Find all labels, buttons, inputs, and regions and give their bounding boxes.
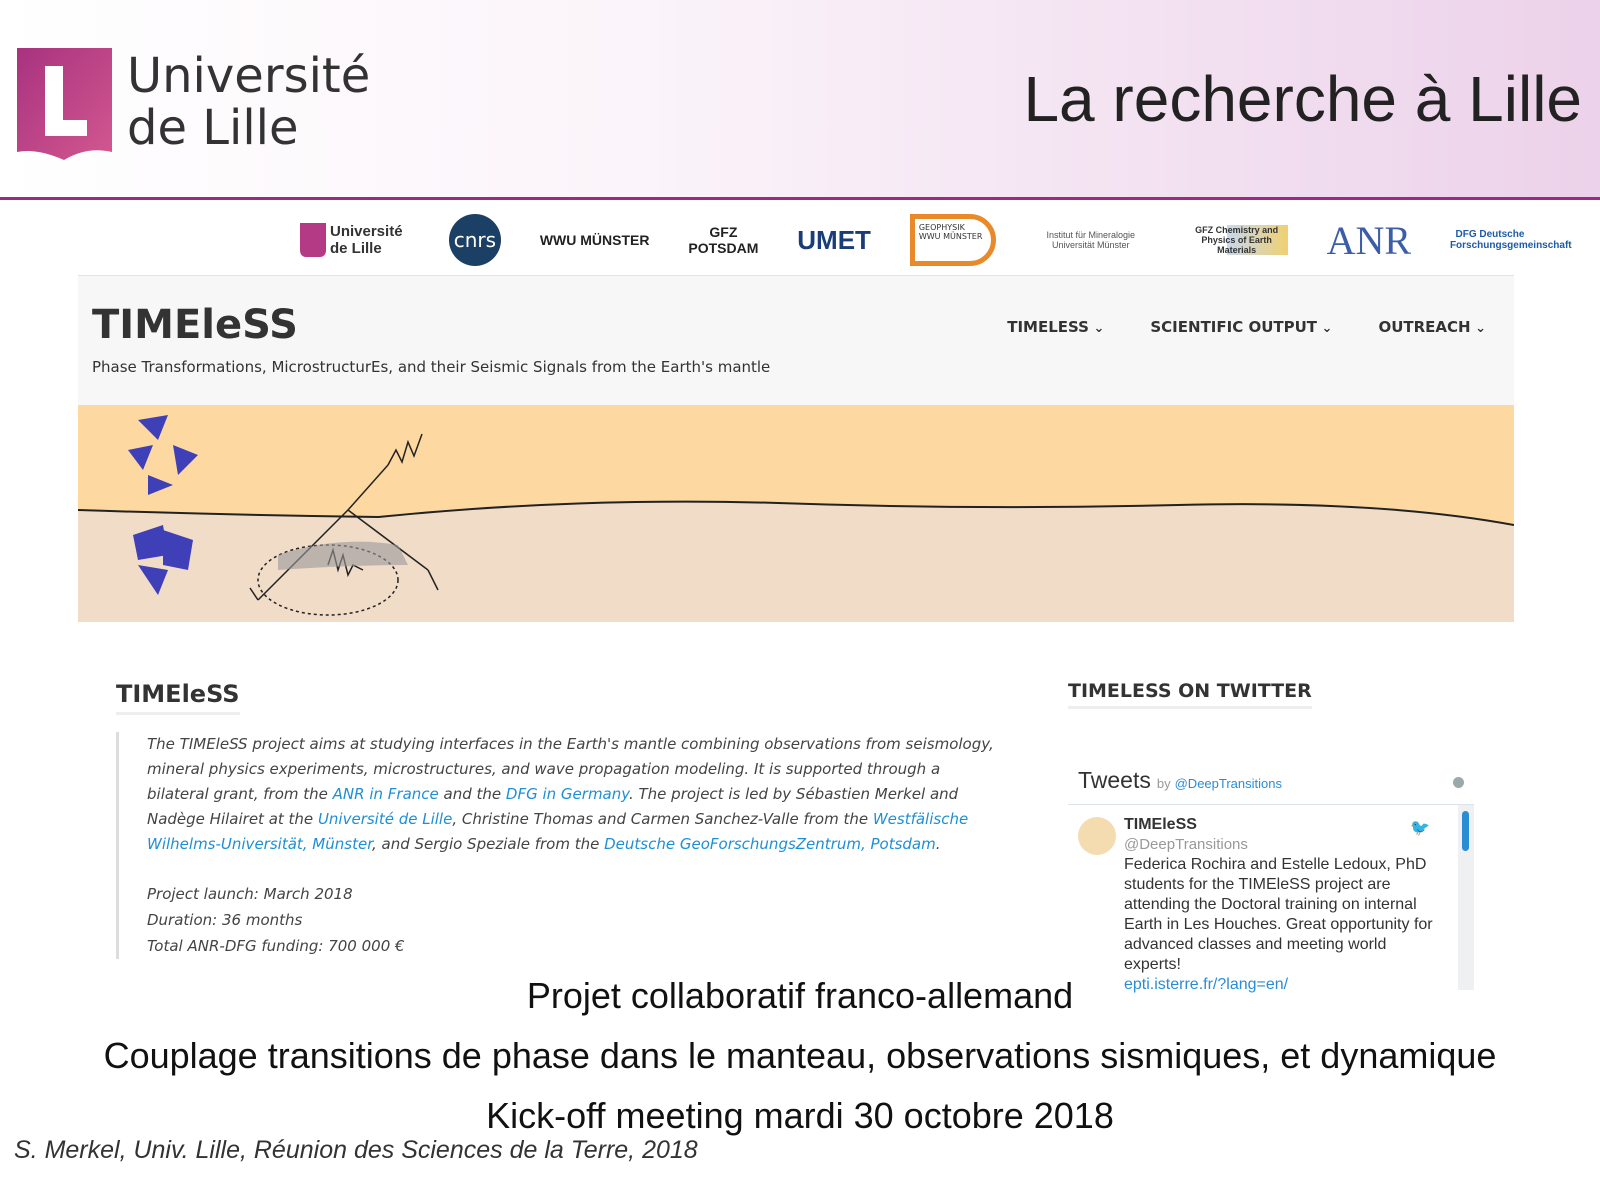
university-line2: de Lille [127,100,299,156]
mantle-illustration-icon [78,405,1514,622]
tweet-scrollbar[interactable] [1458,805,1474,990]
twitter-widget-header [1068,757,1474,805]
slide-credit: S. Merkel, Univ. Lille, Réunion des Sciences de la Terre, 2018 [14,1136,698,1164]
fact-duration: Duration: 36 months [147,911,303,929]
twitter-bird-icon: 🐦 [1410,820,1430,837]
link-dfg[interactable]: DFG in Germany [505,785,629,803]
site-content [78,622,1514,993]
fact-funding: Total ANR-DFG funding: 700 000 € [147,937,405,955]
text: . The project is led by Sébastien Merkel and Nadège Hilairet at the [147,785,959,828]
link-universite-lille[interactable]: Université de Lille [317,810,453,828]
text: and the [438,785,506,803]
partner-logo-dfg[interactable]: DFG Deutsche Forschungsgemeinschaft [1449,229,1572,251]
text: The TIMEleSS project aims at studying interfaces in the Earth's mantle combining observations from seismology, mineral physics experiments, microstructures, and wave propagation modeling. It is supported through a bilateral grant, from the [147,735,994,803]
partner-logo-lille[interactable] [300,223,410,257]
tweet-author-handle[interactable]: @DeepTransitions [1124,836,1248,853]
menu-timeless[interactable]: TIMELESS ⌄ [1007,318,1104,336]
website-screenshot [78,275,1514,993]
menu-outreach[interactable]: OUTREACH ⌄ [1378,318,1486,336]
slide-header [0,0,1600,200]
link-gfz[interactable]: Deutsche GeoForschungsZentrum, Potsdam [604,835,936,853]
partner-logo-umet[interactable]: UMET [797,224,871,255]
partner-logo-gfz[interactable]: GFZ POTSDAM [688,224,759,256]
tweet[interactable] [1068,805,1474,995]
partner-logo-geophysik[interactable]: GEOPHYSIK WWU MÜNSTER [910,214,996,266]
site-banner-illustration [78,405,1514,622]
site-tagline: Phase Transformations, MicrostructurEs, and their Seismic Signals from the Earth's mantle [92,358,771,376]
tweets-label: Tweets [1078,767,1151,793]
bottom-line-2: Couplage transitions de phase dans le manteau, observations sismiques, et dynamique [103,1035,1497,1076]
tweet-author-name[interactable]: TIMEleSS [1124,816,1197,833]
partner-logos [300,210,1572,270]
bottom-line-1: Projet collaboratif franco-allemand [526,975,1074,1016]
description-paragraph [147,732,996,857]
site-navbar [78,275,1514,405]
section-title: TIMEleSS [116,680,240,715]
universite-lille-logo-icon [17,48,112,160]
text: , and Sergio Speziale from the [371,835,605,853]
text: . [935,835,941,853]
tweet-text: Federica Rochira and Estelle Ledoux, PhD students for the TIMEleSS project are attending the Doctoral training on internal Earth in Les Houches. Great opportunity for advanced classes and meeting world experts! [1124,856,1433,973]
partner-logo-anr[interactable]: ANR [1326,217,1412,263]
partner-label: Université de Lille [330,223,403,257]
link-anr[interactable]: ANR in France [332,785,439,803]
by-label: by [1156,776,1171,791]
partner-logo-gfz-chem[interactable]: GFZ Chemistry and Physics of Earth Materials [1186,225,1288,255]
site-menu [1007,318,1486,336]
slide-title: La recherche à Lille [1023,63,1582,135]
text: , Christine Thomas and Carmen Sanchez-Valle from the [452,810,873,828]
link-wwu[interactable]: Westfälische Wilhelms-Universität, Münster [147,810,969,853]
fact-launch: Project launch: March 2018 [147,885,353,903]
partner-logo-cnrs[interactable]: cnrs [449,214,501,266]
twitter-widget [1068,757,1474,993]
twitter-section-title: TIMELESS ON TWITTER [1068,680,1312,709]
tweet-link[interactable]: epti.isterre.fr/?lang=en/ [1124,976,1289,993]
avatar[interactable] [1078,817,1116,855]
menu-scientific-output[interactable]: SCIENTIFIC OUTPUT ⌄ [1150,318,1332,336]
university-line1: Université [127,48,371,104]
partner-logo-mineralogie[interactable]: Institut für Mineralogie Universität Münster [1046,230,1136,250]
project-description [116,732,996,959]
site-brand[interactable]: TIMEleSS [92,302,298,348]
partner-logo-wwu[interactable]: WWU MÜNSTER [539,232,650,248]
twitter-handle-link[interactable]: @DeepTransitions [1174,776,1282,791]
bottom-line-3: Kick-off meeting mardi 30 octobre 2018 [486,1095,1114,1136]
project-facts [147,881,996,959]
info-icon[interactable] [1453,777,1464,788]
university-name [127,50,370,154]
